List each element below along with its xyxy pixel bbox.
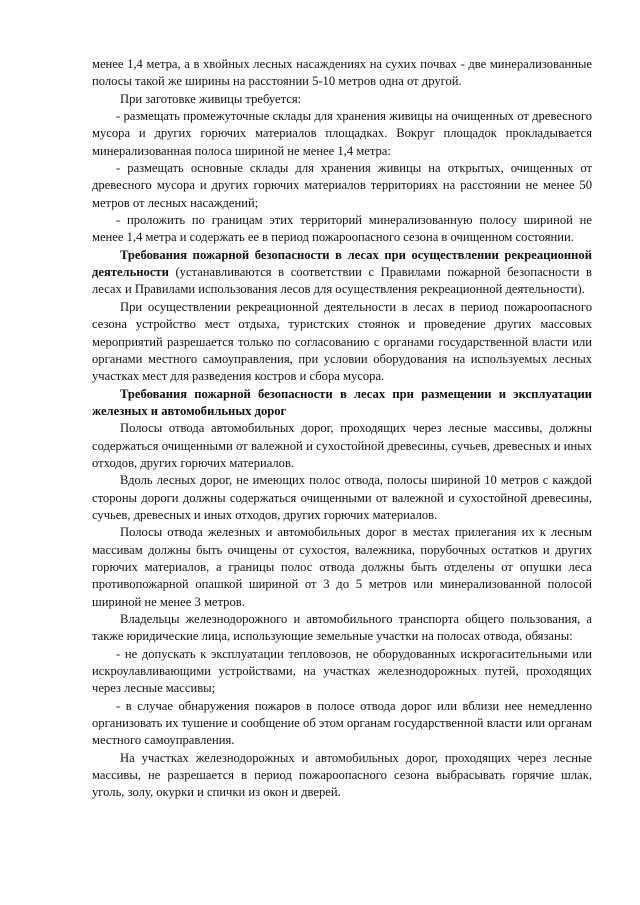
list-item-locomotives: - не допускать к эксплуатации тепловозов, не оборудованных искрогасительными или искроулавливающими устройствами, на участках железнодорожных путей, проходящих через лесные массивы; xyxy=(92,646,592,696)
paragraph-no-throwing: На участках железнодорожных и автомобильных дорог, проходящих через лесные массивы, не разрешается в период пожароопасного сезона выбрасывать горячие шлак, уголь, золу, окурки и спички из окон и дверей. xyxy=(92,750,592,800)
paragraph-transport-owners: Владельцы железнодорожного и автомобильного транспорта общего пользования, а также юридические лица, использующие земельные участки на полосах отвода, обязаны: xyxy=(92,612,592,644)
paragraph-recreation-requirements xyxy=(92,247,592,299)
paragraph-continuation: менее 1,4 метра, а в хвойных лесных насаждениях на сухих почвах - две минерализованные полосы такой же ширины на расстоянии 5-10 метров одна от другой. xyxy=(92,57,592,89)
paragraph-road-strips: Полосы отвода автомобильных дорог, проходящих через лесные массивы, должны содержаться очищенными от валежной и сухостойной древесины, сучьев, древесных и иных отходов, других горючих материалов. xyxy=(92,421,592,470)
list-item-main-storage: - размещать основные склады для хранения живицы на открытых, очищенных от древесного мусора и других горючих материалов территориях на расстоянии не менее 50 метров от лесных насаждений; xyxy=(92,161,592,210)
document-body xyxy=(92,56,592,802)
paragraph-resin-intro: При заготовке живицы требуется: xyxy=(120,91,302,106)
paragraph-railway-strips: Полосы отвода железных и автомобильных дорог в местах прилегания их к лесным массивам должны быть очищены от сухостоя, валежника, порубочных остатков и других горючих материалов, а границы полос отвода должны быть отделены от опушки леса противопожарной опашкой шириной от 3 до 5 метров или минерализованной полосой шириной не менее 3 метров. xyxy=(92,525,592,609)
list-item-fire-detection: - в случае обнаружения пожаров в полосе отвода дорог или вблизи нее немедленно организовать их тушение и сообщение об этом органам государственной власти или органам местного самоуправления. xyxy=(92,698,592,748)
recreation-heading-note: (устанавливаются в соответствии с Правилами пожарной безопасности в лесах и Правилами использования лесов для осуществления рекреационной деятельности). xyxy=(92,265,592,297)
recreation-heading: Требования пожарной безопасности в лесах при осуществлении рекреационной деятельности xyxy=(92,247,592,280)
paragraph-recreation-rules: При осуществлении рекреационной деятельности в лесах в период пожароопасного сезона устройство мест отдыха, туристских стоянок и проведение других массовых мероприятий разрешается только по согласованию с органами государственной власти или органами местного самоуправления, при условии оборудования на используемых лесных участках мест для разведения костров и сбора мусора. xyxy=(92,299,592,384)
list-item-intermediate-storage: - размещать промежуточные склады для хранения живицы на очищенных от древесного мусора и других горючих материалов площадках. Вокруг площадок прокладывается минерализованная полоса шириной не менее 1,4 метра: xyxy=(92,109,592,158)
paragraph-forest-roads: Вдоль лесных дорог, не имеющих полос отвода, полосы шириной 10 метров с каждой стороны дороги должны содержаться очищенными от валежной и сухостойной древесины, сучьев, древесных и иных отходов, других горючих материалов. xyxy=(92,473,592,522)
section-heading-roads: Требования пожарной безопасности в лесах при размещении и эксплуатации железных и автомобильных дорог xyxy=(92,386,592,418)
list-item-mineralized-strip: - проложить по границам этих территорий минерализованную полосу шириной не менее 1,4 метра и содержать ее в период пожароопасного сезона в очищенном состоянии. xyxy=(92,213,592,245)
